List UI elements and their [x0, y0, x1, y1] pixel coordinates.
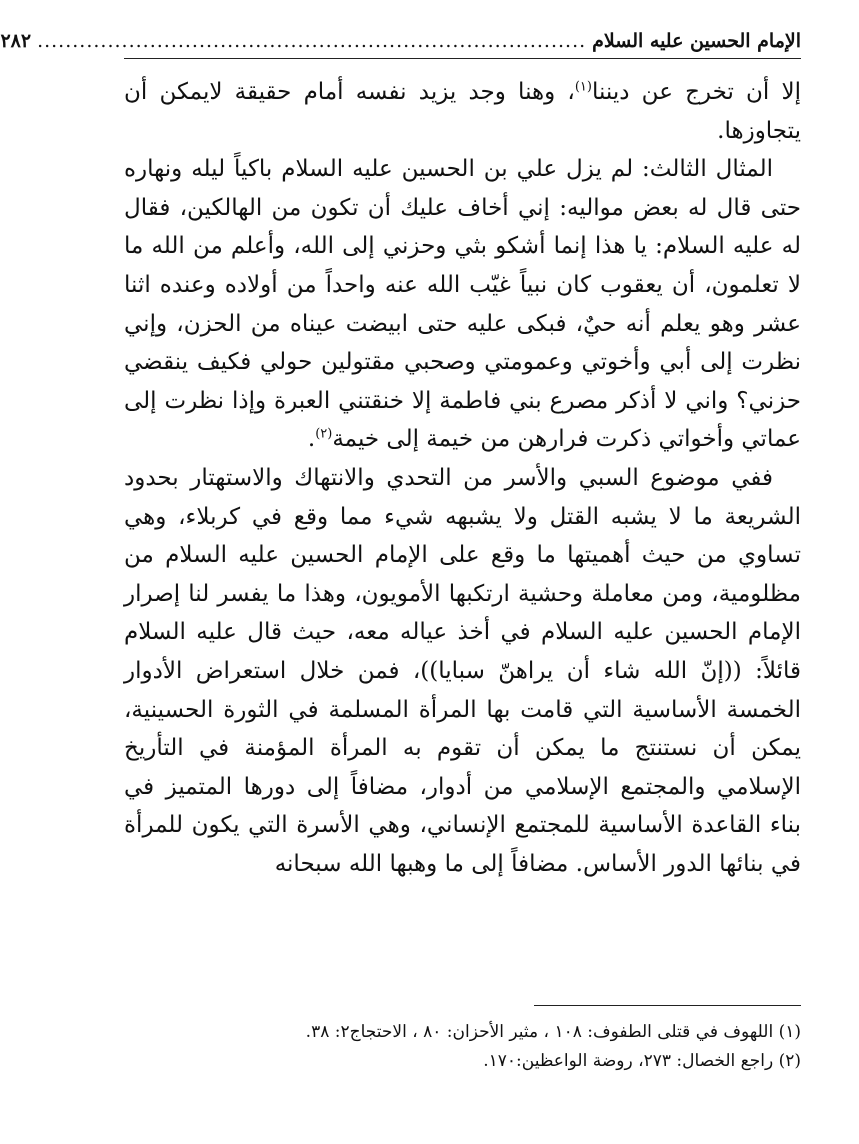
footnote-separator: [534, 1005, 801, 1006]
footnote-2: (٢) راجع الخصال: ٢٧٣، روضة الواعظين:١٧٠.: [483, 1051, 801, 1071]
main-text: [124, 73, 801, 883]
footnote-ref-1[interactable]: (١): [574, 79, 592, 95]
paragraph-2-text-end: .: [307, 426, 316, 453]
running-header: [0, 28, 801, 59]
footnote-1: (١) اللهوف في قتلى الطفوف: ١٠٨ ، مثير الأحزان: ٨٠ ، الاحتجاج٢: ٣٨.: [305, 1022, 801, 1042]
footnotes: [124, 1018, 801, 1076]
paragraph-3: ففي موضوع السبي والأسر من التحدي والانتهاك والاستهتار بحدود الشريعة ما لا يشبه القتل ولا يشبهه شيء مما وقع في كربلاء، وهي تساوي من حيث أهميتها ما وقع على الإمام الحسين عليه السلام من مظلومية، ومن معاملة وحشية ارتكبها الأمويون، وهذا ما يفسر لنا إصرار الإمام الحسين عليه السلام في أخذ عياله معه، حيث قال عليه السلام قائلاً: ((إنّ الله شاء أن يراهنّ سبايا))، فمن خلال استعراض الأدوار الخمسة الأساسية التي قامت بها المرأة المسلمة في الثورة الحسينية، يمكن أن نستنتج ما يمكن أن تقوم به المرأة المؤمنة في التأريخ الإسلامي والمجتمع الإسلامي من أدوار، مضافاً إلى دورها المتميز في بناء القاعدة الأساسية للمجتمع الإنساني، وهي الأسرة التي يكون للمرأة في بنائها الدور الأساس. مضافاً إلى ما وهبها الله سبحانه: [124, 464, 801, 877]
footnote-ref-2[interactable]: (٢): [315, 426, 333, 442]
page-number: ٢٨٢: [0, 30, 32, 52]
paragraph-1: [124, 73, 801, 150]
paragraph-1-text-start: إلا أن تخرج عن ديننا: [591, 79, 801, 105]
header-leader-dots: ..............................................................................: [37, 30, 587, 52]
paragraph-2-text-start: المثال الثالث: لم يزل علي بن الحسين عليه السلام باكياً ليله ونهاره حتى قال له بعض مواليه: إني أخاف عليك أن تكون من الهالكين، فقال له عليه السلام: يا هذا إنما أشكو بثي وحزني إلى الله، وأعلم من الله ما لا تعلمون، أن يعقوب كان نبياً غيّب الله عنه واحداً من أولاده وعنده اثنا عشر وهو يعلم أنه حيٌ، فبكى عليه حتى ابيضت عيناه من الحزن، وإني نظرت إلى أبي وأخوتي وعمومتي وصحبي مقتولين حولي فكيف ينقضي حزني؟ واني لا أذكر مصرع بني فاطمة إلا خنقتني العبرة وإذا نظرت إلى عماتي وأخواتي ذكرت فرارهن من خيمة إلى خيمة: [124, 156, 801, 453]
chapter-title: الإمام الحسين عليه السلام: [592, 30, 801, 52]
paragraph-2: [124, 150, 801, 459]
paragraph-1-text-end: ، وهنا وجد يزيد نفسه أمام حقيقة لايمكن أن يتجاوزها.: [124, 79, 801, 144]
